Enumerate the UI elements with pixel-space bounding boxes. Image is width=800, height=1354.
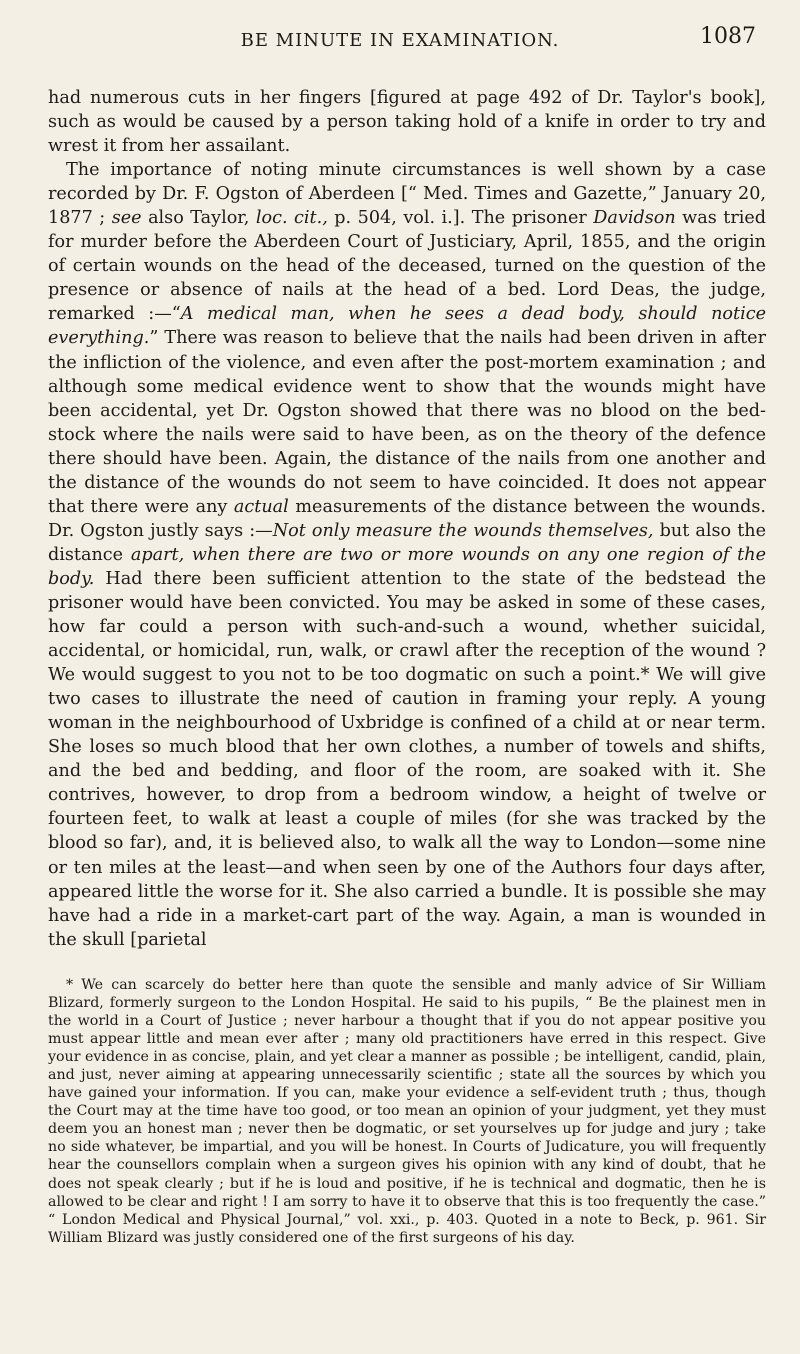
text-run: was tried for murder before the Aberdeen Court of Justiciary, April, 1855, and the origin of certain wounds on the head of the deceased, turned on the question of the presence or absence of nails at the head of a bed. Lord Deas, the judge, remarked :—“ [48, 208, 767, 325]
italic-quote: Not only measure the wounds themselves, [272, 520, 654, 541]
text-run: ” There was reason to believe that the nails had been driven in after the infliction of the violence, and even after the post-mortem examination ; and although some medical evidence went to show that the wounds might have been accidental, yet Dr. Ogston showed that there was no blood on the bed-stock where the nails were said to have been, as on the theory of the defence there should have been. Again, the distance of the nails from one another and the distance of the wounds do not seem to have coincided. It does not appear that there were any [48, 328, 766, 517]
main-text [48, 86, 766, 952]
italic-run: see [111, 208, 142, 229]
page-number: 1087 [700, 24, 756, 49]
text-run: but also the distance [48, 520, 767, 565]
paragraph-continuation: had numerous cuts in her fingers [figured at page 492 of Dr. Taylor's book], such as would be caused by a person taking hold of a knife in order to try and wrest it from her assailant. [48, 88, 766, 157]
running-head-title: BE MINUTE IN EXAMINATION. [240, 30, 560, 51]
italic-run: Davidson [593, 208, 676, 229]
paragraph-ogston-case [48, 158, 766, 952]
footnote-text: * We can scarcely do better here than quote the sensible and manly advice of Sir William Blizard, formerly surgeon to the London Hospital. He said to his pupils, “ Be the plainest men in the world in a Court of Justice ; never harbour a thought that if you do not appear positive you must appear little and mean ever after ; many old practitioners have erred in this respect. Give your evidence in as concise, plain, and yet clear a manner as possible ; be intelligent, candid, plain, and just, never aiming at appearing unnecessarily scientific ; state all the sources by which you have gained your information. If you can, make your evidence a self-evident truth ; thus, though the Court may at the time have too good, or too mean an opinion of your judgment, yet they must deem you an honest man ; never then be dogmatic, or set yourselves up for judge and jury ; take no side whatever, be impartial, and you will be honest. In Courts of Judicature, you will frequently hear the counsellors complain when a surgeon gives his opinion with any kind of doubt, that he does not speak clearly ; but if he is loud and positive, if he is technical and dogmatic, then he is allowed to be clear and right ! I am sorry to have it to observe that this is too frequently the case.” “ London Medical and Physical Journal,” vol. xxi., p. 403. Quoted in a note to Beck, p. 961. Sir William Blizard was justly considered one of the first surgeons of his day. [48, 977, 766, 1246]
text-run: Had there been sufficient attention to the state of the bedstead the prisoner would have been convicted. You may be asked in some of these cases, how far could a person with such-and-such a wound, whether suicidal, accidental, or homicidal, run, walk, or crawl after the reception of the wound ? We would suggest to you not to be too dogmatic on such a point.* We will give two cases to illustrate the need of caution in framing your reply. A young woman in the neighbourhood of Uxbridge is confined of a child at or near term. She loses so much blood that her own clothes, a number of towels and shifts, and the bed and bedding, and floor of the room, are soaked with it. She contrives, however, to drop from a bedroom window, a height of twelve or fourteen feet, to walk at least a couple of miles (for she was tracked by the blood so far), and, it is believed also, to walk all the way to London—some nine or ten miles at the least—and when seen by one of the Authors four days after, appeared little the worse for it. She also carried a bundle. It is possible she may have had a ride in a market-cart part of the way. Again, a man is wounded in the skull [parietal [48, 568, 766, 950]
footnote [48, 976, 766, 1247]
text-run: also Taylor, [148, 208, 250, 229]
running-head [0, 24, 800, 64]
italic-quote: A medical man, when he sees a dead body, should notice everything. [48, 304, 766, 349]
text-run: measurements of the distance between the wounds. Dr. Ogston justly says :— [48, 496, 767, 541]
italic-quote: apart, when there are two or more wounds on any one region of the body. [48, 544, 767, 589]
text-run: p. 504, vol. i.]. The prisoner [334, 208, 587, 229]
italic-run: loc. cit., [255, 208, 328, 229]
text-run: The importance of noting minute circumstances is well shown by a case recorded by Dr. F. Ogston of Aberdeen [“ Med. Times and Gazette,” January 20, 1877 ; [48, 160, 766, 229]
italic-run: actual [233, 496, 289, 517]
